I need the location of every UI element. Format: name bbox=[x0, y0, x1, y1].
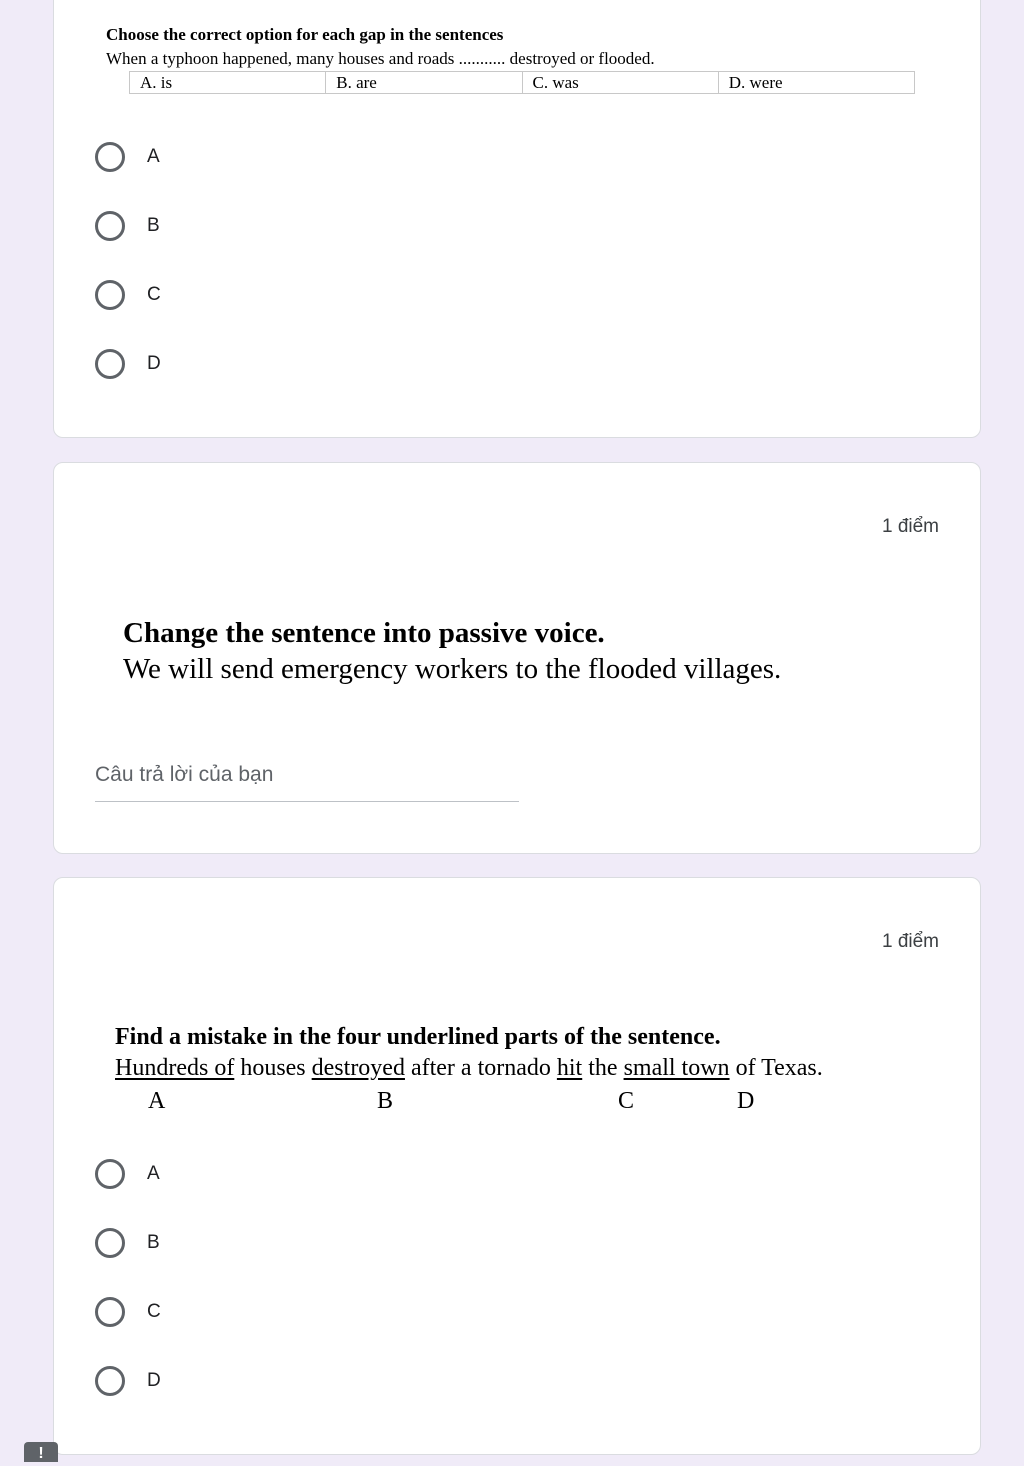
underlined-part-a: Hundreds of bbox=[115, 1055, 235, 1081]
part-letter-c: C bbox=[618, 1088, 635, 1114]
q3-option-d[interactable] bbox=[95, 1361, 161, 1401]
answer-input[interactable]: Câu trả lời của bạn bbox=[95, 757, 519, 802]
question-2-title: Change the sentence into passive voice. bbox=[123, 617, 605, 649]
question-2-sentence: We will send emergency workers to the flooded villages. bbox=[123, 653, 782, 685]
choice-cell: C. was bbox=[523, 72, 719, 93]
question-1-title: Choose the correct option for each gap in the sentences bbox=[106, 25, 504, 44]
radio-button-icon[interactable] bbox=[95, 1159, 125, 1189]
question-1-choices-table bbox=[129, 71, 915, 94]
radio-button-icon[interactable] bbox=[95, 1228, 125, 1258]
question-card-1 bbox=[53, 0, 981, 438]
underlined-part-c: hit bbox=[556, 1055, 583, 1081]
q1-option-b[interactable] bbox=[95, 206, 160, 246]
radio-button-icon[interactable] bbox=[95, 1366, 125, 1396]
option-label: A bbox=[147, 1163, 160, 1184]
question-3-sentence bbox=[115, 1055, 823, 1082]
q1-option-a[interactable] bbox=[95, 137, 160, 177]
sentence-text: of Texas. bbox=[729, 1055, 823, 1081]
q1-option-d[interactable] bbox=[95, 344, 161, 384]
report-tab[interactable]: ! bbox=[24, 1442, 58, 1462]
q3-option-b[interactable] bbox=[95, 1223, 160, 1263]
question-card-3 bbox=[53, 877, 981, 1455]
choice-cell: B. are bbox=[326, 72, 522, 93]
sentence-text: houses bbox=[234, 1055, 312, 1081]
radio-button-icon[interactable] bbox=[95, 280, 125, 310]
underlined-part-b: destroyed bbox=[311, 1055, 405, 1081]
sentence-text: after a tornado bbox=[404, 1055, 557, 1081]
option-label: B bbox=[147, 215, 160, 236]
points-label: 1 điểm bbox=[881, 931, 939, 952]
choice-cell: D. were bbox=[728, 73, 783, 92]
radio-button-icon[interactable] bbox=[95, 1297, 125, 1327]
q3-option-a[interactable] bbox=[95, 1154, 160, 1194]
question-1-sentence: When a typhoon happened, many houses and roads ........... destroyed or flooded. bbox=[106, 49, 655, 68]
question-3-title: Find a mistake in the four underlined parts of the sentence. bbox=[115, 1024, 721, 1050]
underlined-part-d: small town bbox=[623, 1055, 730, 1081]
question-card-2 bbox=[53, 462, 981, 854]
radio-button-icon[interactable] bbox=[95, 349, 125, 379]
option-label: D bbox=[147, 1370, 161, 1391]
part-letter-a: A bbox=[148, 1088, 166, 1114]
points-label: 1 điểm bbox=[881, 516, 939, 537]
option-label: C bbox=[147, 284, 161, 305]
option-label: C bbox=[147, 1301, 161, 1322]
option-label: D bbox=[147, 353, 161, 374]
q1-option-c[interactable] bbox=[95, 275, 161, 315]
q3-option-c[interactable] bbox=[95, 1292, 161, 1332]
part-letter-b: B bbox=[377, 1088, 394, 1114]
choice-cell: A. is bbox=[130, 72, 326, 93]
radio-button-icon[interactable] bbox=[95, 142, 125, 172]
sentence-text: the bbox=[582, 1055, 624, 1081]
option-label: B bbox=[147, 1232, 160, 1253]
part-letter-d: D bbox=[737, 1088, 755, 1114]
option-label: A bbox=[147, 146, 160, 167]
radio-button-icon[interactable] bbox=[95, 211, 125, 241]
